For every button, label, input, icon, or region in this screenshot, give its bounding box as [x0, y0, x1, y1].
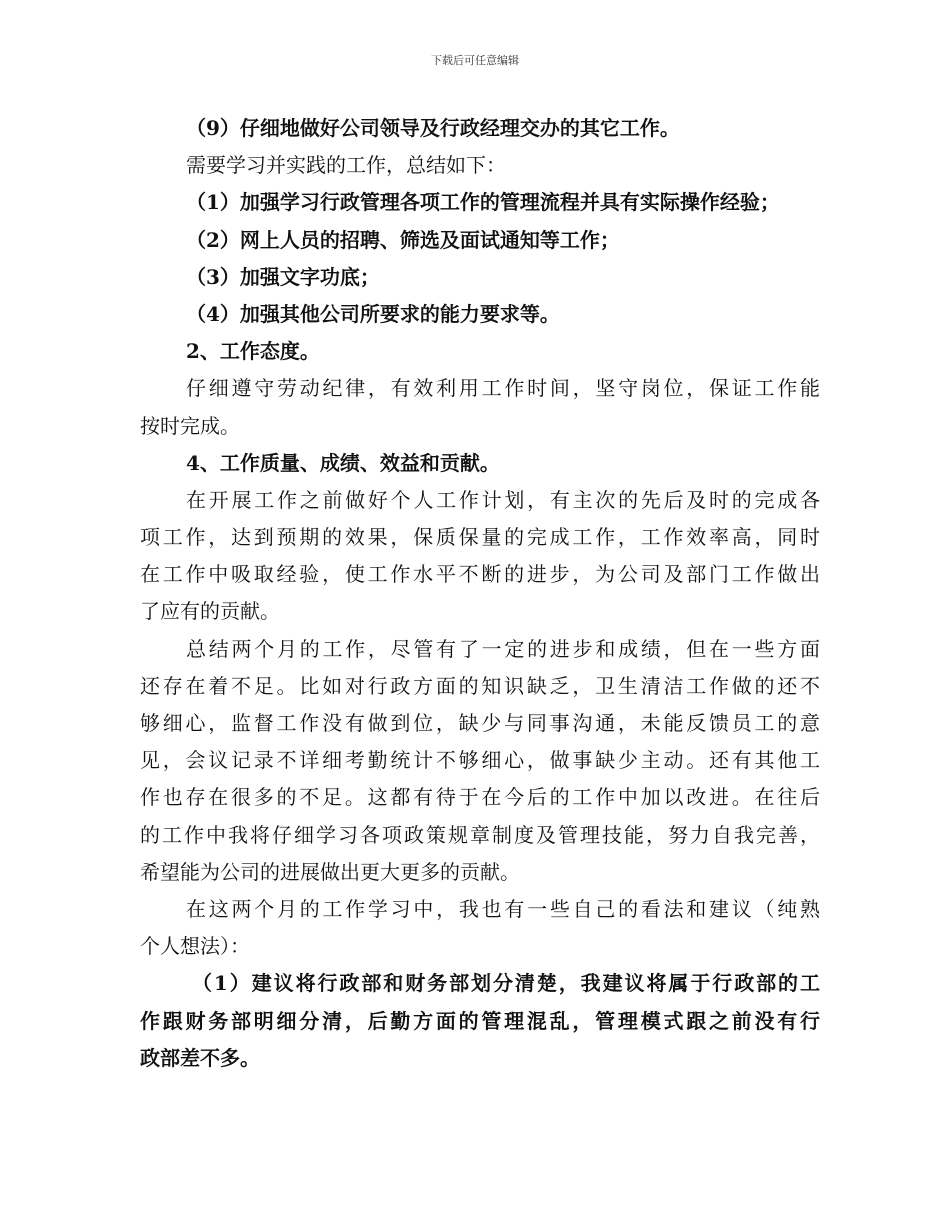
text-line: 需要学习并实践的工作，总结如下： — [186, 153, 506, 178]
text-line: 总结两个月的工作，尽管有了一定的进步和成绩，但在一些方面 — [186, 636, 820, 661]
text-line: （1）加强学习行政管理各项工作的管理流程并具有实际操作经验； — [186, 190, 780, 215]
text-line: （1）建议将行政部和财务部划分清楚，我建议将属于行政部的工 — [192, 971, 820, 996]
text-line: 在这两个月的工作学习中，我也有一些自己的看法和建议（纯熟 — [186, 896, 820, 921]
text-line: 了应有的贡献。 — [140, 599, 280, 624]
text-line: 在开展工作之前做好个人工作计划，有主次的先后及时的完成各 — [186, 487, 820, 512]
text-line: 够细心，监督工作没有做到位，缺少与同事沟通，未能反馈员工的意 — [140, 711, 820, 735]
text-line: （2）网上人员的招聘、筛选及面试通知等工作； — [186, 227, 620, 252]
text-line: 见，会议记录不详细考勤统计不够细心，做事缺少主动。还有其他工 — [140, 748, 820, 773]
text-line: （9）仔细地做好公司领导及行政经理交办的其它工作。 — [186, 116, 680, 140]
text-line: 的工作中我将仔细学习各项政策规章制度及管理技能，努力自我完善， — [140, 822, 820, 847]
text-line: 在工作中吸取经验，使工作水平不断的进步，为公司及部门工作做出 — [140, 562, 820, 587]
text-line: 2、工作态度。 — [186, 339, 320, 364]
text-line: 希望能为公司的进展做出更大更多的贡献。 — [140, 859, 520, 884]
text-line: 仔细遵守劳动纪律，有效利用工作时间，坚守岗位，保证工作能 — [186, 376, 820, 401]
text-line: （3）加强文字功底； — [186, 264, 380, 289]
text-line: （4）加强其他公司所要求的能力要求等。 — [186, 301, 560, 326]
document-body — [140, 110, 820, 1077]
text-line: 个人想法）： — [140, 934, 250, 959]
page-header: 下载后可任意编辑 — [431, 54, 519, 67]
text-line: 按时完成。 — [140, 413, 240, 438]
text-line: 项工作，达到预期的效果，保质保量的完成工作，工作效率高，同时 — [140, 525, 820, 550]
text-line: 政部差不多。 — [140, 1045, 260, 1070]
text-line: 还存在着不足。比如对行政方面的知识缺乏，卫生清洁工作做的还不 — [140, 673, 820, 698]
text-line: 4、工作质量、成绩、效益和贡献。 — [186, 450, 500, 475]
text-line: 作也存在很多的不足。这都有待于在今后的工作中加以改进。在往后 — [140, 785, 820, 810]
text-line: 作跟财务部明细分清，后勤方面的管理混乱，管理模式跟之前没有行 — [140, 1008, 820, 1033]
